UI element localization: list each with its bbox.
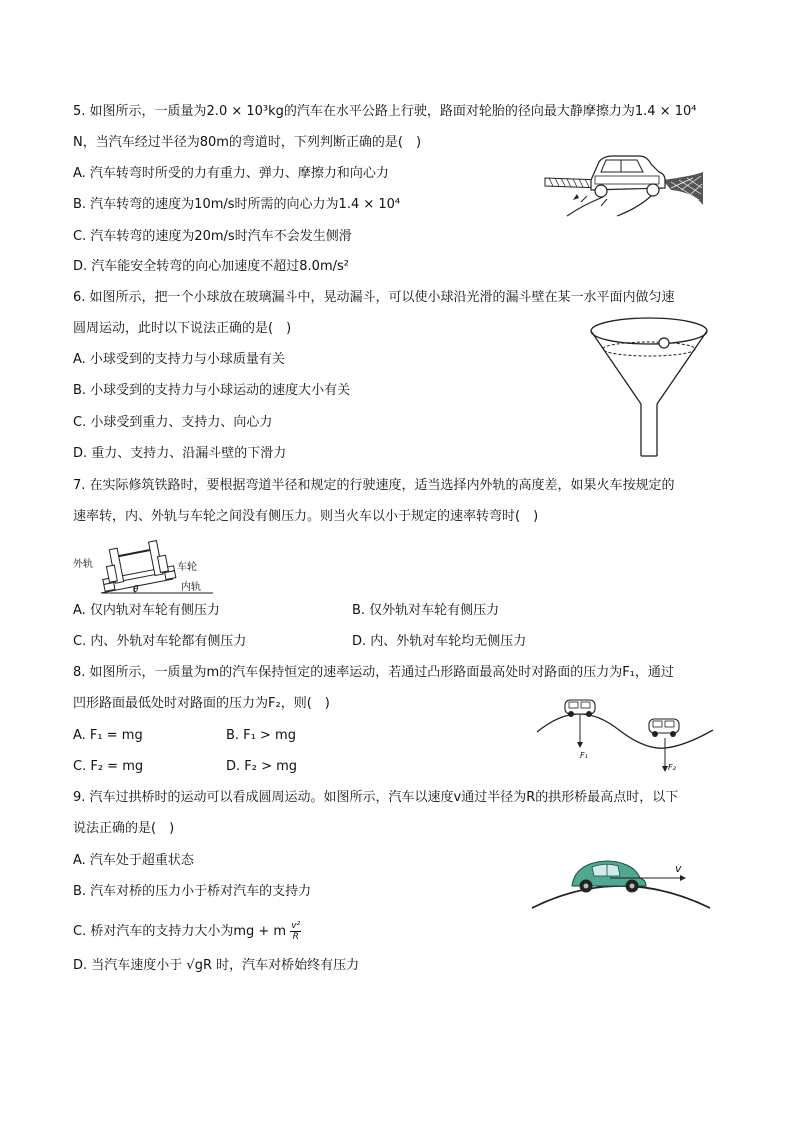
q8-option-b: B. F₁ > mg [226, 728, 296, 743]
q7-rail-wheel-figure [73, 537, 213, 597]
q9-label-velocity: v [675, 862, 682, 875]
q7-option-d: D. 内、外轨对车轮均无侧压力 [352, 634, 527, 649]
q9-option-d: D. 当汽车速度小于 √gR 时，汽车对桥始终有压力 [73, 958, 360, 973]
q8-label-f2: F₂ [668, 763, 676, 772]
q7-label-wheel: 车轮 [177, 562, 197, 573]
q9-fraction-denominator: R [292, 932, 299, 942]
q6-option-b: B. 小球受到的支持力与小球运动的速度大小有关 [73, 383, 351, 398]
q6-stem-line1: 6. 如图所示，把一个小球放在玻璃漏斗中，晃动漏斗，可以使小球沿光滑的漏斗壁在某一水平面内做匀速 [73, 290, 675, 305]
q5-stem-line2: N，当汽车经过半径为80m的弯道时，下列判断正确的是( ) [73, 135, 422, 150]
q7-option-a: A. 仅内轨对车轮有侧压力 [73, 603, 220, 618]
q5-option-a: A. 汽车转弯时所受的力有重力、弹力、摩擦力和向心力 [73, 166, 389, 181]
q9-option-b: B. 汽车对桥的压力小于桥对汽车的支持力 [73, 884, 312, 899]
q7-label-inner-rail: 内轨 [181, 582, 201, 593]
q9-option-c-text: C. 桥对汽车的支持力大小为mg + m [73, 924, 287, 939]
q7-option-c: C. 内、外轨对车轮都有侧压力 [73, 634, 247, 649]
q7-stem-line2: 速率转，内、外轨与车轮之间没有侧压力。则当火车以小于规定的速率转弯时( ) [73, 509, 539, 524]
q6-option-a: A. 小球受到的支持力与小球质量有关 [73, 352, 285, 367]
q8-option-d: D. F₂ > mg [226, 759, 298, 774]
q9-stem-line1: 9. 汽车过拱桥时的运动可以看成圆周运动。如图所示，汽车以速度v通过半径为R的拱形桥最高点时，以下 [73, 790, 679, 805]
q7-label-theta: θ [133, 585, 139, 595]
q5-option-d: D. 汽车能安全转弯的向心加速度不超过8.0m/s² [73, 259, 349, 274]
q9-fraction-numerator: v² [291, 921, 301, 931]
q9-option-c [73, 921, 301, 942]
q8-stem-line1: 8. 如图所示，一质量为m的汽车保持恒定的速率运动，若通过凸形路面最高处时对路面的压力为F₁，通过 [73, 665, 674, 680]
q8-car-in-dip [649, 719, 679, 737]
q8-stem-line2: 凹形路面最低处时对路面的压力为F₂，则( ) [73, 696, 330, 711]
q6-option-d: D. 重力、支持力、沿漏斗壁的下滑力 [73, 446, 287, 461]
q5-curved-road-car-figure [543, 150, 713, 220]
q5-option-b: B. 汽车转弯的速度为10m/s时所需的向心力为1.4 × 10⁴ [73, 197, 401, 212]
q7-label-outer-rail: 外轨 [73, 559, 93, 570]
q9-stem-line2: 说法正确的是( ) [73, 821, 175, 836]
q6-stem-line2: 圆周运动，此时以下说法正确的是( ) [73, 321, 292, 336]
q7-option-b: B. 仅外轨对车轮有侧压力 [352, 603, 500, 618]
q8-option-a: A. F₁ = mg [73, 728, 143, 743]
q9-arch-bridge-car-figure [528, 848, 714, 912]
q9-option-c-fraction [290, 921, 301, 942]
q9-option-a: A. 汽车处于超重状态 [73, 853, 194, 868]
q6-option-c: C. 小球受到重力、支持力、向心力 [73, 415, 273, 430]
q8-hilly-road-figure [535, 692, 715, 774]
q8-label-f1: F₁ [580, 751, 588, 760]
q6-glass-funnel-figure [585, 312, 713, 460]
q5-stem-line1: 5. 如图所示，一质量为2.0 × 10³kg的汽车在水平公路上行驶，路面对轮胎的径向最大静摩擦力为1.4 × 10⁴ [73, 104, 697, 119]
q5-option-c: C. 汽车转弯的速度为20m/s时汽车不会发生侧滑 [73, 229, 352, 244]
q7-stem-line1: 7. 在实际修筑铁路时，要根据弯道半径和规定的行驶速度，适当选择内外轨的高度差，如果火车按规定的 [73, 478, 675, 493]
q8-option-c: C. F₂ = mg [73, 759, 144, 774]
